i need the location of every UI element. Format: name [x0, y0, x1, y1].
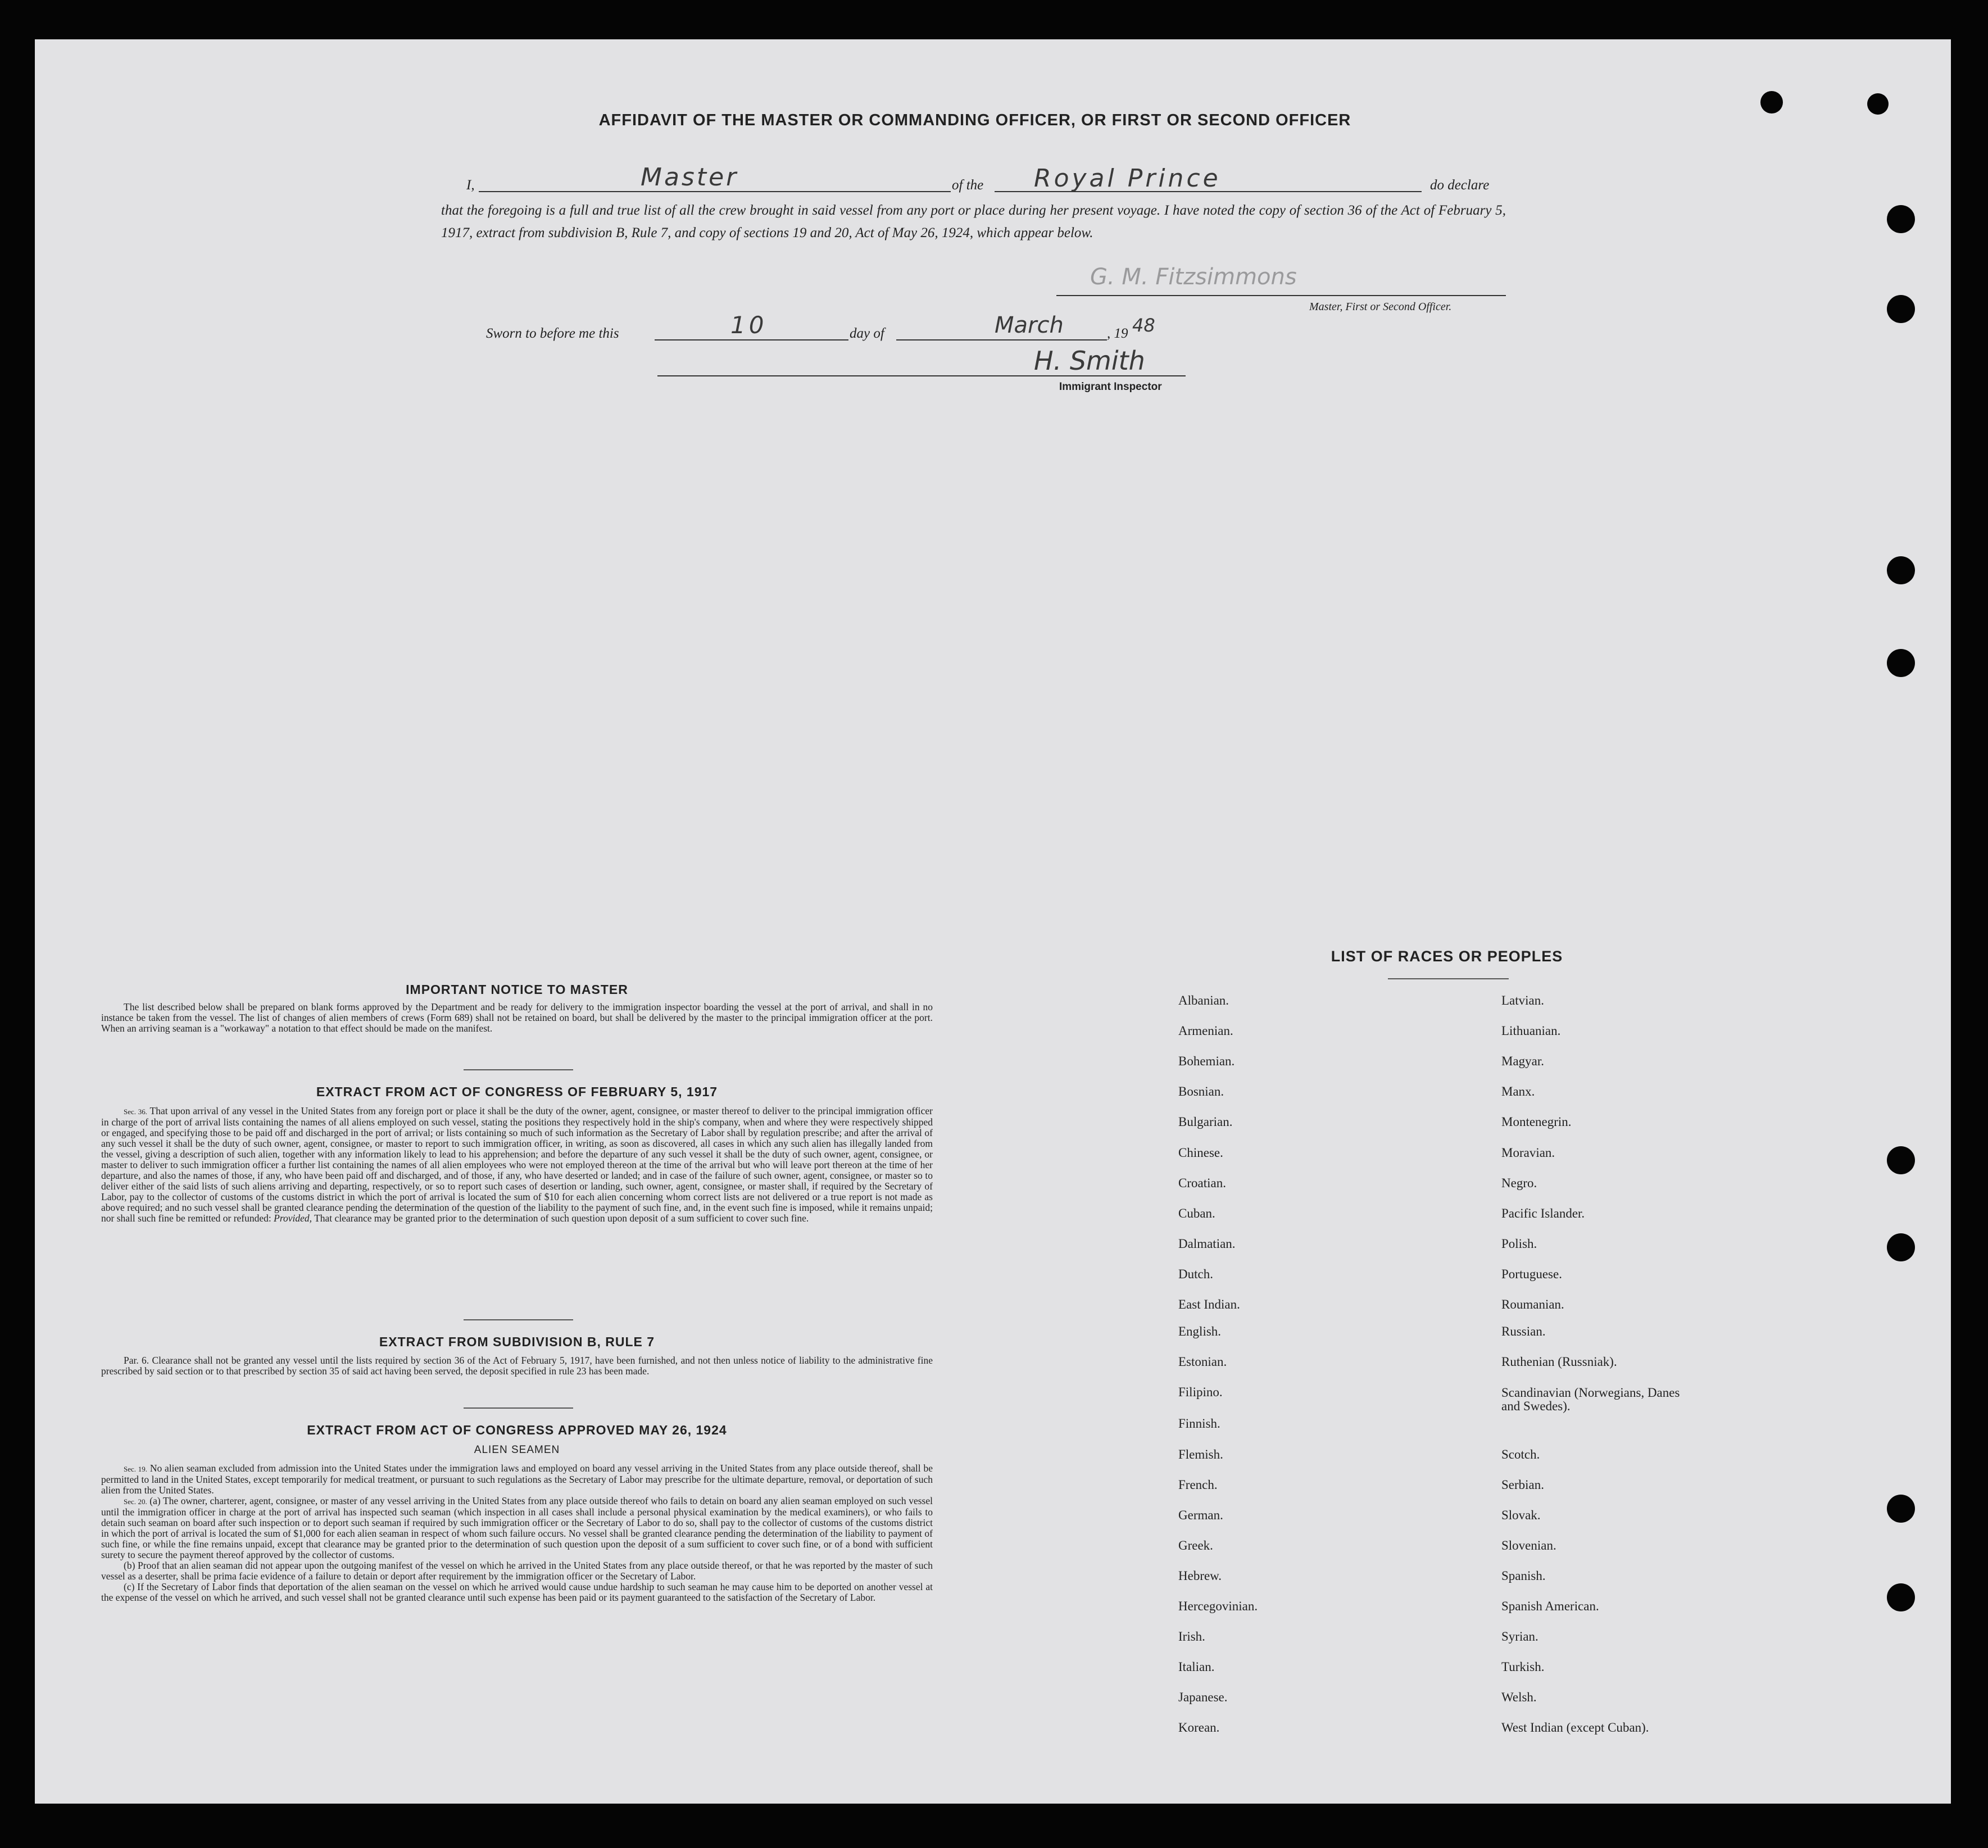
races-heading: LIST OF RACES OR PEOPLES [1331, 948, 1563, 965]
race-item: Italian. [1178, 1660, 1215, 1674]
divider [464, 1407, 573, 1409]
race-item: Slovak. [1501, 1508, 1541, 1522]
race-item: Pacific Islander. [1501, 1206, 1585, 1220]
race-item: Chinese. [1178, 1145, 1223, 1160]
rule-7-paragraph: Par. 6. Clearance shall not be granted any vessel until the lists required by section 36 of the Act of February 5, 1917, have been furnished, and not then unless notice of liability to the administrative fine prescribed by said section or to that prescribed by section 35 of said act having been served, the deposit specified in rule 23 has been made. [101, 1355, 933, 1377]
race-item: Scandinavian (Norwegians, Danes and Swedes). [1501, 1386, 1680, 1414]
punch-hole [1887, 1146, 1915, 1174]
sworn-month-handwritten: March [995, 312, 1064, 338]
sec-20b-text: (b) Proof that an alien seaman did not appear upon the outgoing manifest of the vessel on which he arrived in the United States from any place outside thereof, or that he was reported by the master of such vessel as a deserter, shall be prima facie evidence of a failure to detain or deport after requirement by the immigration officer or the Secretary of Labor. [101, 1560, 933, 1582]
race-item: Cuban. [1178, 1206, 1215, 1220]
extract-1917-text [101, 1106, 933, 1224]
race-item: Lithuanian. [1501, 1024, 1561, 1038]
race-item: Greek. [1178, 1538, 1213, 1552]
race-item: Hebrew. [1178, 1568, 1222, 1583]
sworn-day-handwritten: 10 [730, 311, 768, 339]
race-item: Croatian. [1178, 1175, 1226, 1190]
race-item: Welsh. [1501, 1690, 1537, 1705]
extract-1924-heading: EXTRACT FROM ACT OF CONGRESS APPROVED MAY 26, 1924 [307, 1423, 727, 1437]
race-item: Irish. [1178, 1629, 1205, 1644]
race-item: Montenegrin. [1501, 1115, 1572, 1129]
punch-hole [1760, 91, 1783, 113]
race-item: Armenian. [1178, 1024, 1233, 1038]
race-item: English. [1178, 1324, 1222, 1339]
rank-handwritten: Master [641, 163, 739, 192]
sec-36-text: That upon arrival of any vessel in the United States from any foreign port or place it shall be the duty of the owner, agent, consignee, or master thereof to deliver to the principal immigration officer in charge of the port of arrival lists containing the names of all aliens employed on such vessel, stating the positions they respectively hold in the ship's company, when and where they were respectively shipped or engaged, and specifying those to be paid off and discharged in the port of arrival; or lists containing so much of such information as the Secretary of Labor shall by regulation prescribe; and after the arrival of any such vessel it shall be the duty of such owner, agent, consignee, or master to report to such immigration officer, in writing, as soon as discovered, all cases in which any such alien has illegally landed from the vessel, giving a description of such alien, together with any information likely to lead to his apprehension; and before the departure of any such vessel it shall be the duty of such owner, agent, consignee, or master to deliver to such immigration officer a further list containing the names of all alien employees who were not employed thereon at the time of the arrival but who will leave port thereon at the time of her departure, and also the names of those, if any, who have been paid off and discharged, and of those, if any, who have deserted or landed; and in case of the failure of such owner, agent, consignee, or master so to deliver either of the said lists of such aliens arriving and departing, respectively, or so to report such cases of desertion or landing, such owner, agent, consignee, or master shall, if required by the Secretary of Labor, pay to the collector of customs of the customs district in which the port of arrival is located the sum of $10 for each alien concerning whom correct lists are not delivered or a true report is not made as above required; and no such vessel shall be granted clearance pending the determination of the question of the liability to the payment of such fine, and, in the event such fine is imposed, while it remains unpaid; nor shall such fine be remitted or refunded: [101, 1105, 933, 1224]
officer-signature: G. M. Fitzsimmons [1090, 264, 1297, 290]
sec-20a-text: (a) The owner, charterer, agent, consignee, or master of any vessel arriving in the United States from any place outside thereof who fails to detain on board any alien seaman employed on such vessel until the immigration officer in charge at the port of arrival has inspected such seaman (which inspection in all cases shall include a personal physical examination by the medical examiners), or who fails to detain such seaman on board after such inspection or to deport such seaman if required by such immigration officer or the Secretary of Labor to do so, shall pay to the collector of customs of the customs district in which the port of arrival is located the sum of $1,000 for each alien seaman in respect of whom such failure occurs. No vessel shall be granted clearance pending the determination of the liability to payment of such fine, or while the fine remains unpaid, except that clearance may be granted prior to the determination of such question upon the deposit of a sum sufficient to cover such fine, or of a bond with sufficient surety to secure the payment thereof approved by the collector of customs. [101, 1495, 933, 1560]
punch-hole [1887, 649, 1915, 677]
race-item: Moravian. [1501, 1145, 1555, 1160]
sec-19-label: Sec. 19. [124, 1465, 147, 1473]
race-item: East Indian. [1178, 1297, 1240, 1311]
inspector-caption: Immigrant Inspector [1059, 381, 1162, 393]
race-item: Ruthenian (Russniak). [1501, 1355, 1617, 1369]
race-item: Filipino. [1178, 1385, 1223, 1400]
race-item: Turkish. [1501, 1660, 1545, 1674]
sec-36-label: Sec. 36. [124, 1107, 147, 1116]
divider [1388, 978, 1509, 979]
day-of-label: day of [850, 326, 884, 341]
race-item: Flemish. [1178, 1447, 1223, 1461]
race-item: Finnish. [1178, 1416, 1220, 1431]
race-item: Slovenian. [1501, 1538, 1556, 1552]
sworn-day-line [655, 339, 848, 340]
officer-caption: Master, First or Second Officer. [1309, 301, 1452, 313]
race-item: German. [1178, 1508, 1223, 1522]
race-item: Latvian. [1501, 993, 1544, 1007]
rule-7-text [101, 1355, 933, 1377]
race-item: French. [1178, 1477, 1218, 1492]
year-prefix: , 19 [1107, 326, 1128, 341]
race-item: Dutch. [1178, 1266, 1213, 1281]
race-item: Polish. [1501, 1236, 1537, 1251]
sec-20c-text: (c) If the Secretary of Labor finds that deportation of the alien seaman on the vessel on which he arrived would cause undue hardship to such seaman he may cause him to be deported on another vessel at the expense of the vessel on which he arrived, and such vessel shall not be granted clearance until such expense has been paid or its payment guaranteed to the satisfaction of the Secretary of Labor. [101, 1581, 933, 1603]
sworn-label: Sworn to before me this [486, 326, 619, 341]
sec-36-text-end: That clearance may be granted prior to the determination of such question upon deposit of a sum sufficient to cover such fine. [314, 1213, 809, 1224]
sworn-month-line [896, 339, 1107, 340]
inspector-signature: H. Smith [1034, 346, 1145, 376]
sec-20-label: Sec. 20. [124, 1497, 147, 1506]
provided-word: Provided, [274, 1213, 312, 1224]
vessel-name-handwritten: Royal Prince [1034, 164, 1221, 193]
punch-hole [1887, 1233, 1915, 1261]
affidavit-title: AFFIDAVIT OF THE MASTER OR COMMANDING OFFICER, OR FIRST OR SECOND OFFICER [598, 111, 1351, 129]
race-item: Albanian. [1178, 993, 1229, 1007]
notice-heading: IMPORTANT NOTICE TO MASTER [406, 982, 628, 997]
notice-text [101, 1002, 933, 1034]
race-item: Negro. [1501, 1175, 1537, 1190]
affidavit-body: that the foregoing is a full and true list of all the crew brought in said vessel from any port or place during her present voyage. I have noted the copy of section 36 of the Act of February 5, 1917, extract from subdivision B, Rule 7, and copy of sections 19 and 20, Act of May 26, 1924, which appear below. [441, 203, 1506, 240]
extract-1917-heading: EXTRACT FROM ACT OF CONGRESS OF FEBRUARY 5, 1917 [316, 1084, 718, 1099]
notice-paragraph: The list described below shall be prepared on blank forms approved by the Department and be ready for delivery to the immigration inspector boarding the vessel at the port of arrival, and shall in no instance be taken from the vessel. The list of changes of alien members of crews (Form 689) shall not be retained on board, but shall be delivered by the master to the principal immigration officer at the port. When an arriving seaman is a "workaway" a notation to that effect should be made on the manifest. [101, 1001, 933, 1034]
of-the-label: of the [952, 178, 984, 193]
race-item: Syrian. [1501, 1629, 1538, 1644]
race-item: Bulgarian. [1178, 1115, 1233, 1129]
race-item: Scotch. [1501, 1447, 1540, 1461]
race-item: Spanish. [1501, 1568, 1546, 1583]
divider [464, 1069, 573, 1070]
divider [464, 1319, 573, 1320]
race-item: Roumanian. [1501, 1297, 1564, 1311]
punch-hole [1887, 205, 1915, 233]
year-handwritten: 48 [1132, 315, 1155, 336]
alien-seamen-subheading: ALIEN SEAMEN [474, 1444, 560, 1456]
punch-hole [1867, 93, 1889, 115]
race-item: West Indian (except Cuban). [1501, 1720, 1649, 1735]
officer-signature-line [1056, 295, 1506, 296]
race-item: Russian. [1501, 1324, 1546, 1339]
race-item: Korean. [1178, 1720, 1220, 1735]
race-item: Spanish American. [1501, 1599, 1599, 1613]
race-item: Serbian. [1501, 1477, 1545, 1492]
race-item: Bosnian. [1178, 1084, 1224, 1099]
do-declare-label: do declare [1430, 178, 1490, 193]
i-label: I, [466, 178, 475, 193]
race-item: Hercegovinian. [1178, 1599, 1258, 1613]
punch-hole [1887, 556, 1915, 584]
race-item: Portuguese. [1501, 1266, 1562, 1281]
race-item: Manx. [1501, 1084, 1535, 1099]
sec-19-text: No alien seaman excluded from admission into the United States under the immigration laws and employed on board any vessel arriving in the United States from any place outside thereof, shall be permitted to land in the United States, except temporarily for medical treatment, or pursuant to such regulations as the Secretary of Labor may prescribe for the ultimate departure, removal, or deportation of such alien from the United States. [101, 1463, 933, 1496]
punch-hole [1887, 1583, 1915, 1611]
rule-7-heading: EXTRACT FROM SUBDIVISION B, RULE 7 [379, 1334, 655, 1349]
race-item: Estonian. [1178, 1355, 1227, 1369]
punch-hole [1887, 1495, 1915, 1523]
punch-hole [1887, 295, 1915, 323]
race-item: Magyar. [1501, 1054, 1545, 1069]
race-item: Japanese. [1178, 1690, 1228, 1705]
race-item: Dalmatian. [1178, 1236, 1236, 1251]
extract-1924-text [101, 1463, 933, 1603]
race-item: Bohemian. [1178, 1054, 1235, 1069]
